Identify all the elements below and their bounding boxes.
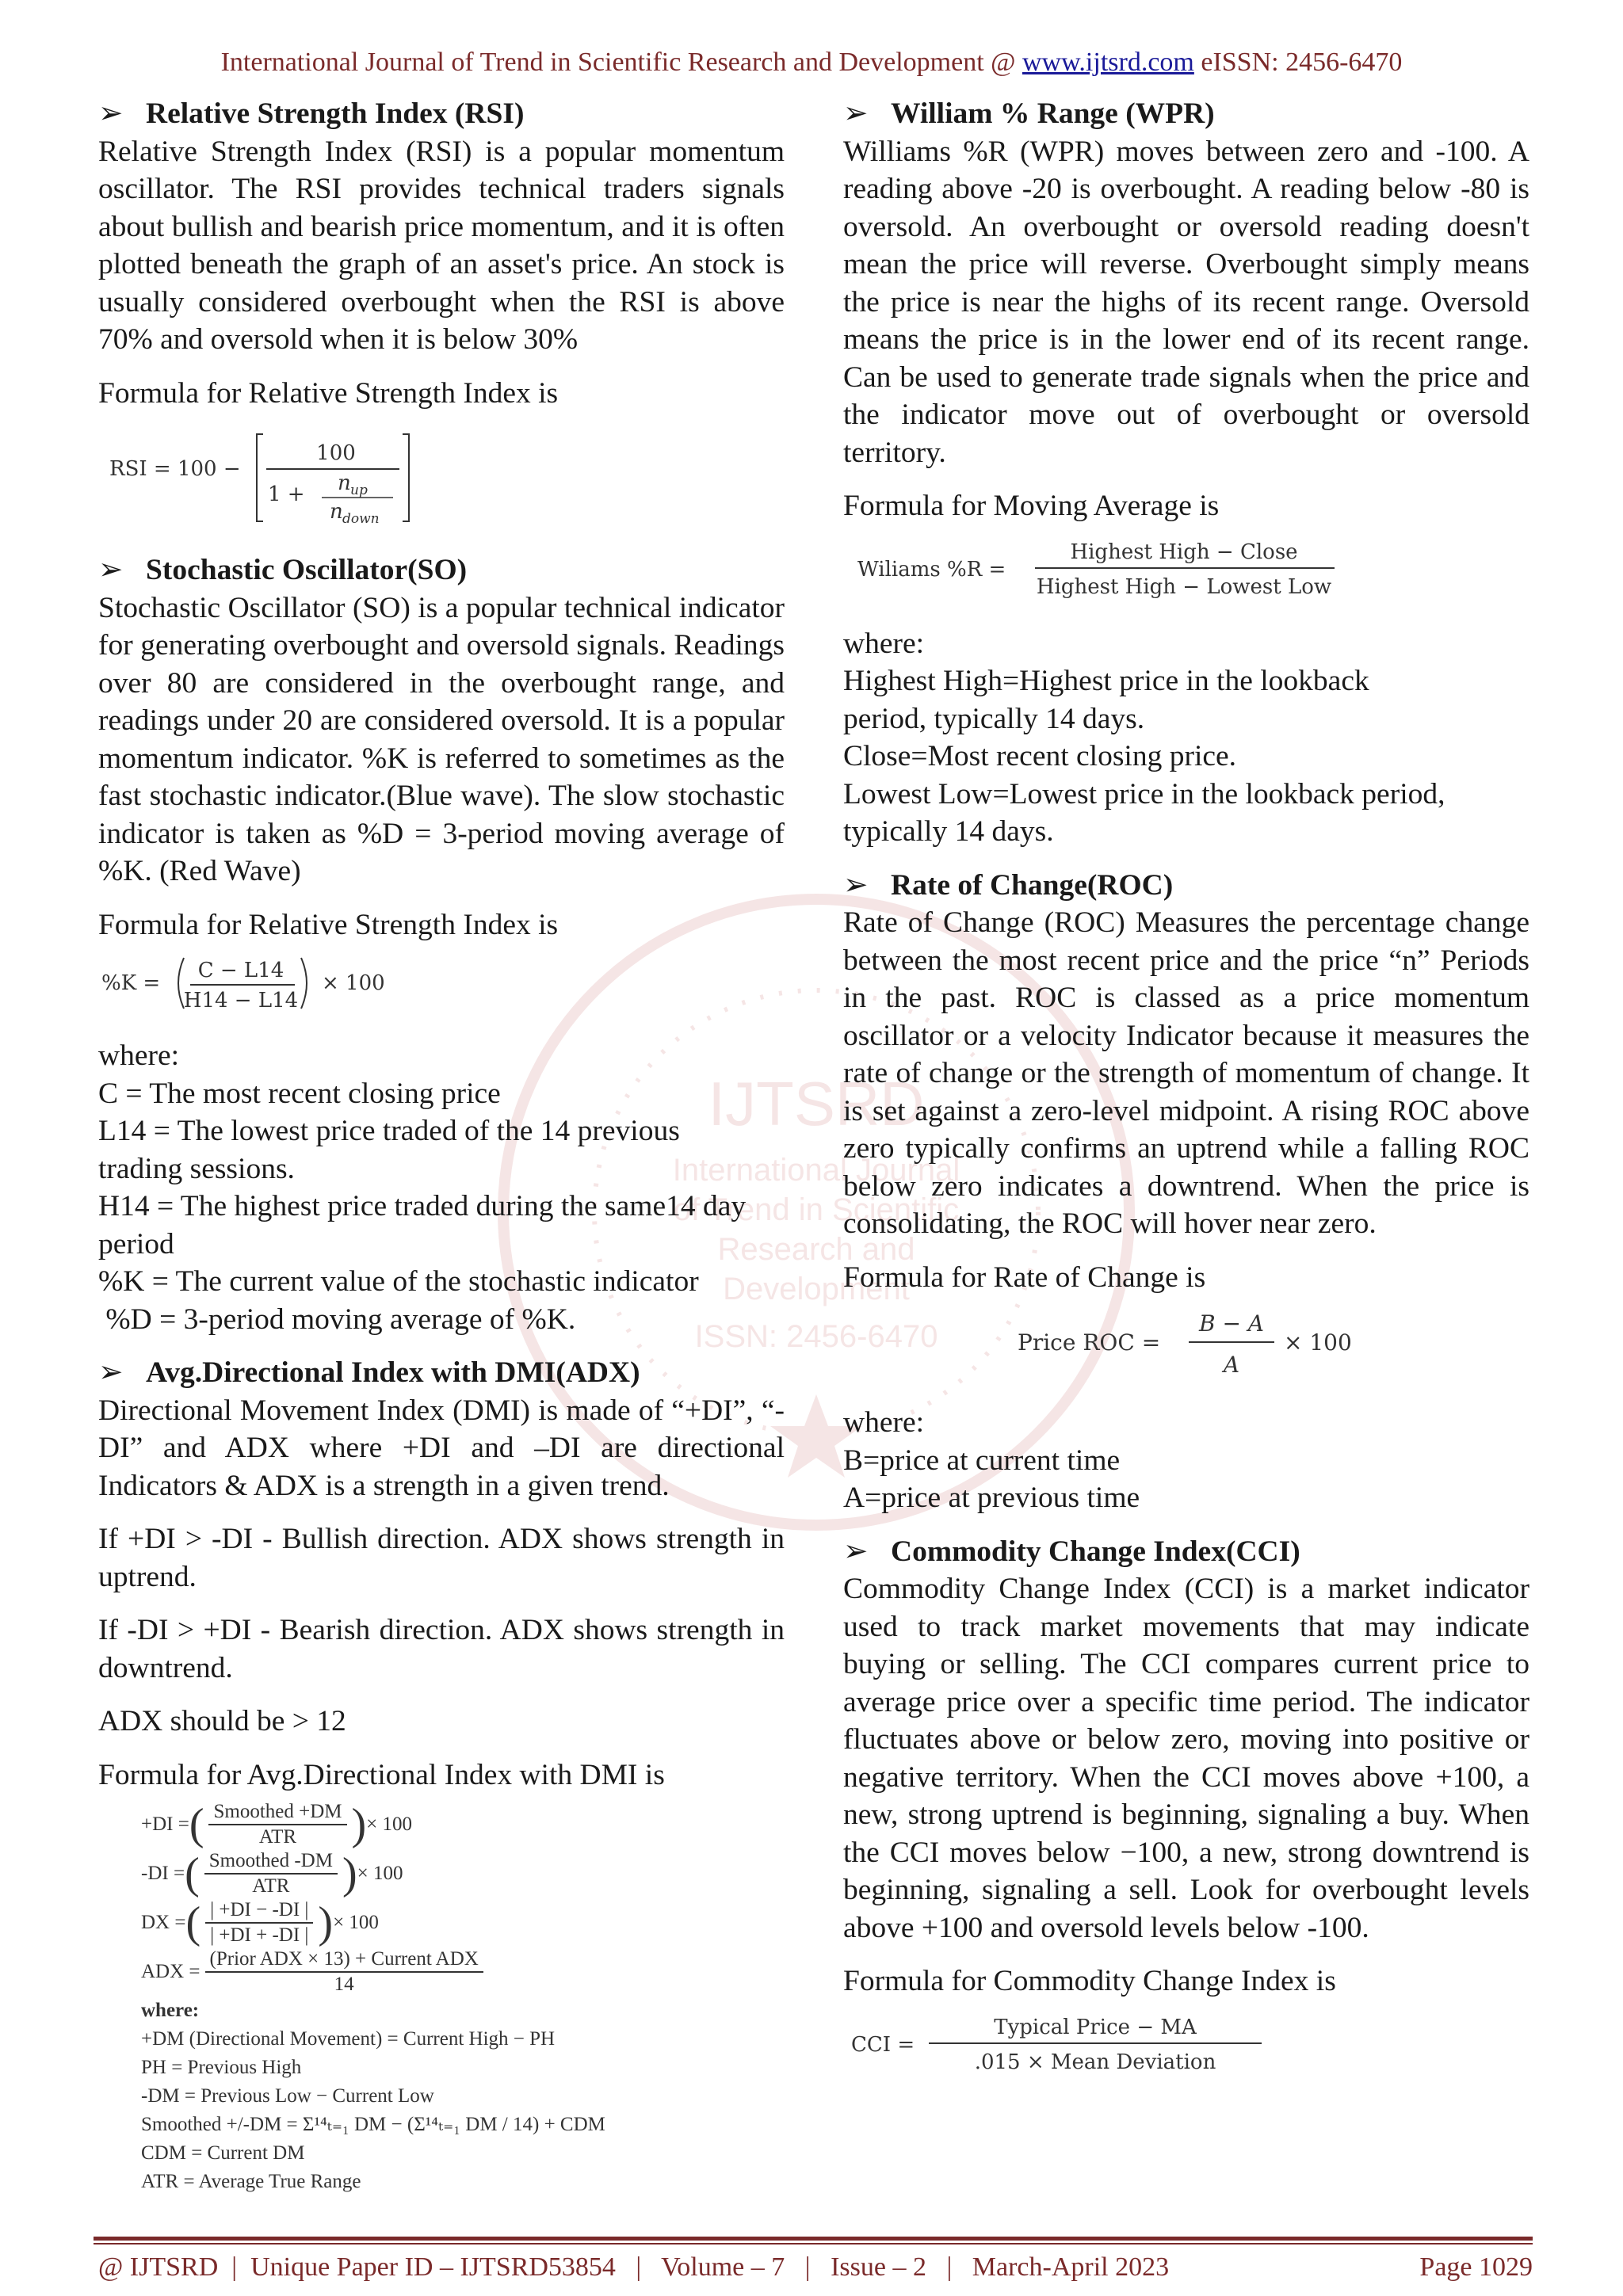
- svg-text:.015 × Mean Deviation: .015 × Mean Deviation: [974, 2050, 1216, 2074]
- dmi-def-1: +DM (Directional Movement) = Current High − PH: [141, 2028, 556, 2050]
- rsi-formula-lhs: RSI = 100 −: [109, 457, 241, 481]
- svg-text:× 100: × 100: [322, 971, 385, 995]
- arrow-bullet-icon: ➢: [843, 1535, 869, 1568]
- dmi-def-2: PH = Previous High: [141, 2057, 302, 2078]
- adx-threshold: ADX should be > 12: [98, 1705, 346, 1737]
- svg-text:Highest High − Close: Highest High − Close: [1070, 540, 1298, 564]
- wpr-def-close: Close=Most recent closing price.: [843, 740, 1237, 772]
- roc-def-a: A=price at previous time: [843, 1482, 1140, 1514]
- adx-bear: If -DI > +DI - Bearish direction. ADX shows strength in downtrend.: [98, 1614, 785, 1684]
- arrow-bullet-icon: ➢: [98, 554, 124, 586]
- dmi-def-4: Smoothed +/-DM = Σ¹⁴ₜ₌₁ DM − (Σ¹⁴ₜ₌₁ DM / 14) + CDM: [141, 2114, 605, 2135]
- roc-where: where:: [843, 1406, 925, 1439]
- arrow-bullet-icon: ➢: [843, 868, 869, 902]
- cci-formula-intro: Formula for Commodity Change Index is: [843, 1965, 1336, 1997]
- svg-text:up: up: [350, 482, 368, 498]
- svg-text:B − A: B − A: [1198, 1310, 1265, 1337]
- cci-formula: [843, 2007, 1529, 2078]
- roc-body: Rate of Change (ROC) Measures the percentage change between the most recent price and the price “n” Periods in the past. ROC is classed as a price momentum oscillator or a velocity Indicator because it measures the rate of change or the strength of momentum of change. It is set against a zero-level midpoint. A rising ROC above zero typically confirms an uptrend while a falling ROC below zero indicates a downtrend. When the price is consolidating, the ROC will hover near zero.: [843, 906, 1529, 1240]
- svg-text:n: n: [338, 471, 351, 495]
- footer-info: @ IJTSRD | Unique Paper ID – IJTSRD53854 | Volume – 7 | Issue – 2 | March-April 2023: [98, 2252, 1170, 2282]
- arrow-bullet-icon: ➢: [98, 1356, 124, 1389]
- rsi-formula-den-prefix: 1 +: [268, 482, 305, 506]
- adx-formula-block: [141, 1800, 785, 2196]
- so-def-h14: H14 = The highest price traded during the same14 day period: [98, 1190, 747, 1261]
- svg-text:n: n: [330, 500, 343, 524]
- svg-text:%K =: %K =: [101, 971, 161, 995]
- watermark-issn: ISSN: 2456-6470: [694, 1319, 938, 1354]
- svg-text:Typical Price − MA: Typical Price − MA: [994, 2015, 1197, 2039]
- roc-def-b: B=price at current time: [843, 1444, 1121, 1477]
- wpr-formula-intro: Formula for Moving Average is: [843, 490, 1220, 522]
- rsi-heading: ➢ Relative Strength Index (RSI): [98, 95, 785, 133]
- svg-text:Highest High − Lowest Low: Highest High − Lowest Low: [1036, 574, 1332, 599]
- page-footer: [98, 2252, 1533, 2283]
- left-column: [98, 95, 785, 2196]
- header-suffix: eISSN: 2456-6470: [1193, 48, 1403, 77]
- dmi-def-6: ATR = Average True Range: [141, 2171, 361, 2192]
- so-def-k: %K = The current value of the stochastic indicator: [98, 1265, 699, 1298]
- footer-rule-thin: [94, 2243, 1533, 2245]
- rsi-formula-num: 100: [316, 441, 356, 465]
- arrow-bullet-icon: ➢: [98, 97, 124, 130]
- wpr-body: Williams %R (WPR) moves between zero and -100. A reading above -20 is overbought. A reading below -80 is oversold. An overbought or oversold reading doesn't mean the price will reverse. Overbought simply means the price is near the highs of its recent range. Oversold means the price is in the lower end of its recent range. Can be used to generate trade signals when the price and the indicator move out of overbought or oversold territory.: [843, 135, 1529, 469]
- watermark-line-4: Development: [723, 1272, 910, 1306]
- roc-formula-intro: Formula for Rate of Change is: [843, 1261, 1206, 1294]
- so-def-c: C = The most recent closing price: [98, 1077, 501, 1110]
- so-def-l14: L14 = The lowest price traded of the 14 previous trading sessions.: [98, 1115, 680, 1185]
- svg-text:Wiliams %R =: Wiliams %R =: [857, 557, 1006, 582]
- pdi-formula: +DI = ( $\frac{\text{Smoothed +DM}}{\text{ATR}}$ ) × 100: [141, 1800, 413, 1849]
- svg-text:× 100: × 100: [1284, 1329, 1352, 1356]
- dmi-def-3: -DM = Previous Low − Current Low: [141, 2085, 434, 2107]
- wpr-heading: ➢ William % Range (WPR): [843, 95, 1529, 133]
- wpr-where: where:: [843, 627, 925, 660]
- so-heading: ➢ Stochastic Oscillator(SO): [98, 551, 785, 589]
- so-formula: [98, 950, 785, 1015]
- watermark-line-1: International Journal: [672, 1153, 960, 1188]
- wpr-formula: [843, 532, 1529, 603]
- adx-body: Directional Movement Index (DMI) is made of “+DI”, “-DI” and ADX where +DI and –DI are directional Indicators & ADX is a strength in a given trend.: [98, 1394, 785, 1502]
- svg-text:CCI =: CCI =: [851, 2032, 915, 2057]
- roc-heading: ➢ Rate of Change(ROC): [843, 867, 1529, 905]
- wpr-def-ll: Lowest Low=Lowest price in the lookback period, typically 14 days.: [843, 777, 1445, 848]
- journal-header: [0, 48, 1623, 78]
- watermark-brand: IJTSRD: [708, 1069, 925, 1138]
- roc-formula: [843, 1302, 1529, 1382]
- page-number: Page 1029: [1419, 2252, 1533, 2282]
- svg-text:A: A: [1223, 1352, 1240, 1378]
- adx-heading: ➢ Avg.Directional Index with DMI(ADX): [98, 1354, 785, 1392]
- watermark-line-3: Research and: [717, 1232, 915, 1267]
- cci-body: Commodity Change Index (CCI) is a market indicator used to track market movements that may indicate buying or selling. The CCI compares current price to average price over a specific time period. The indicator fluctuates above or below zero, moving into positive or negative territory. When the CCI moves above +100, a new, strong uptrend is beginning, signaling a buy. When the CCI moves below −100, a new, strong downtrend is beginning, signaling a sell. Look for overbought levels above +100 and oversold levels below -100.: [843, 1573, 1529, 1944]
- footer-rule-thick: [94, 2237, 1533, 2241]
- journal-url-link[interactable]: www.ijtsrd.com: [1022, 48, 1194, 77]
- dmi-def-5: CDM = Current DM: [141, 2142, 305, 2164]
- right-column: [843, 95, 1529, 2100]
- adx-bull: If +DI > -DI - Bullish direction. ADX shows strength in uptrend.: [98, 1523, 785, 1593]
- dx-formula: DX = ( $\frac{| +DI - -DI |}{| +DI + -DI |}$ ) × 100: [141, 1898, 379, 1947]
- wpr-def-hh: Highest High=Highest price in the lookback period, typically 14 days.: [843, 665, 1369, 735]
- rsi-formula: [98, 418, 785, 529]
- arrow-bullet-icon: ➢: [843, 97, 869, 130]
- watermark-line-2: of Trend in Scientific: [673, 1192, 960, 1227]
- cci-heading: ➢ Commodity Change Index(CCI): [843, 1533, 1529, 1571]
- header-prefix: International Journal of Trend in Scientific Research and Development @: [220, 48, 1022, 77]
- svg-text:C − L14: C − L14: [197, 959, 285, 982]
- mdi-formula: -DI = ( $\frac{\text{Smoothed -DM}}{\text{ATR}}$ ) × 100: [141, 1849, 403, 1898]
- svg-text:Price ROC =: Price ROC =: [1018, 1329, 1161, 1356]
- adx-formula-intro: Formula for Avg.Directional Index with DMI is: [98, 1758, 665, 1791]
- so-where: where:: [98, 1039, 180, 1072]
- svg-text:H14 − L14: H14 − L14: [183, 989, 299, 1013]
- svg-text:down: down: [342, 511, 380, 527]
- rsi-body: Relative Strength Index (RSI) is a popular momentum oscillator. The RSI provides technical traders signals about bullish and bearish price momentum, and it is often plotted beneath the graph of an asset's price. An stock is usually considered overbought when the RSI is above 70% and oversold when it is below 30%: [98, 135, 785, 356]
- so-def-d: %D = 3-period moving average of %K.: [98, 1302, 576, 1336]
- so-formula-intro: Formula for Relative Strength Index is: [98, 908, 559, 941]
- rsi-formula-intro: Formula for Relative Strength Index is: [98, 376, 559, 410]
- adx-formula: ADX = $\frac{\text{(Prior ADX × 13) + Current ADX}}{14}$: [141, 1947, 785, 1997]
- so-body: Stochastic Oscillator (SO) is a popular technical indicator for generating overbought and oversold signals. Readings over 80 are considered in the overbought range, and readings under 20 are considered oversold. It is a popular momentum indicator. %K is referred to sometimes as the fast stochastic indicator.(Blue wave). The slow stochastic indicator is taken as %D = 3-period moving average of %K. (Red Wave): [98, 591, 785, 887]
- dmi-where: where:: [141, 2000, 200, 2021]
